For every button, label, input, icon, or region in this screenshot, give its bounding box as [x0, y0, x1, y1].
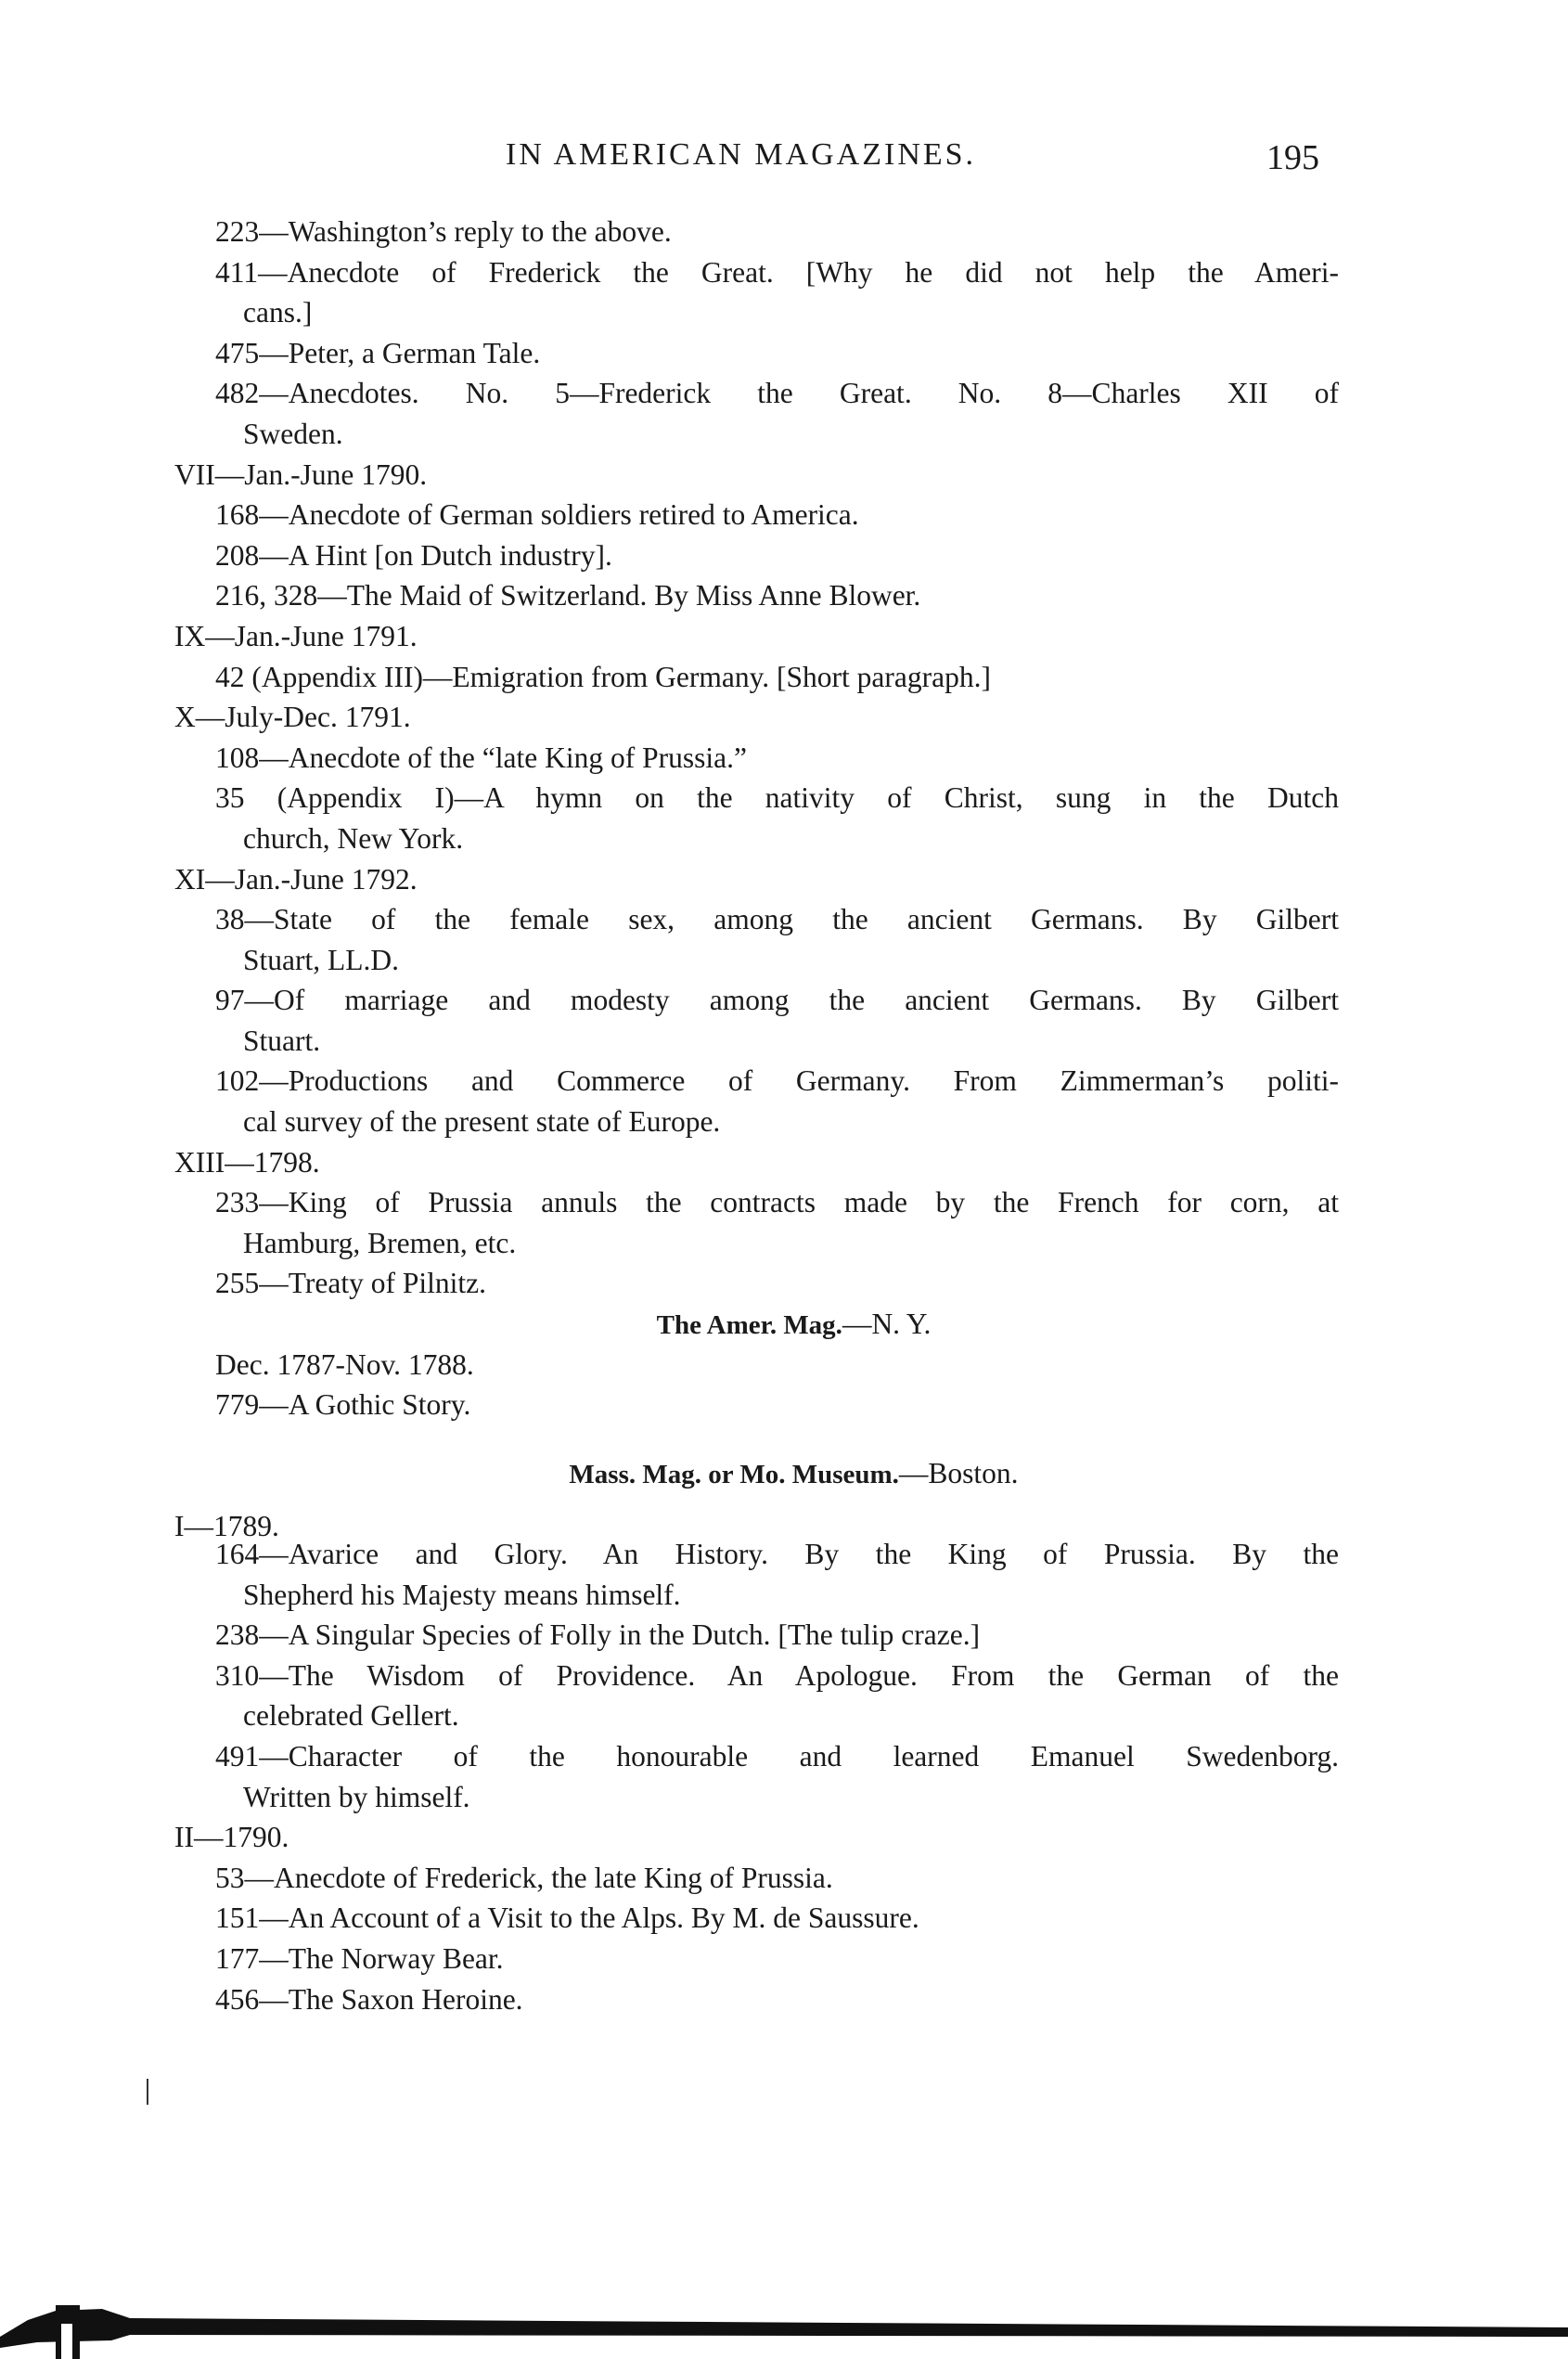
- index-entry: 97—Of marriage and modesty among the ancient Germans. By Gilbert: [215, 984, 1339, 1017]
- entry-continuation: Stuart, LL.D.: [243, 943, 399, 976]
- entry-continuation: cal survey of the present state of Europe.: [243, 1105, 721, 1139]
- volume-heading: XI—Jan.-June 1792.: [174, 862, 418, 896]
- index-entry: 42 (Appendix III)—Emigration from Germany. [Short paragraph.]: [215, 660, 991, 693]
- index-entry: 177—The Norway Bear.: [215, 1941, 504, 1975]
- index-entry: 168—Anecdote of German soldiers retired to America.: [215, 498, 859, 532]
- index-entry: 491—Character of the honourable and learned Emanuel Swedenborg.: [215, 1739, 1339, 1772]
- index-entry: 310—The Wisdom of Providence. An Apologue. From the German of the: [215, 1658, 1339, 1692]
- index-entry: 53—Anecdote of Frederick, the late King of Prussia.: [215, 1861, 833, 1894]
- margin-mark: [147, 2079, 148, 2105]
- magazine-heading: [174, 1304, 1339, 1345]
- index-entry: Dec. 1787-Nov. 1788.: [215, 1347, 474, 1381]
- index-entry: 151—An Account of a Visit to the Alps. By M. de Saussure.: [215, 1901, 919, 1935]
- volume-heading: I—1789.: [174, 1510, 279, 1543]
- index-entry: 164—Avarice and Glory. An History. By the King of Prussia. By the: [215, 1538, 1339, 1570]
- magazine-place: —Boston.: [898, 1456, 1019, 1489]
- running-head: [0, 137, 1568, 184]
- index-entry: 233—King of Prussia annuls the contracts made by the French for corn, at: [215, 1186, 1339, 1219]
- index-list: [174, 212, 1339, 2019]
- volume-heading: IX—Jan.-June 1791.: [174, 619, 418, 652]
- section-gap: [174, 1425, 1339, 1453]
- index-entry: 482—Anecdotes. No. 5—Frederick the Great. No. 8—Charles XII of: [215, 377, 1339, 410]
- magazine-heading: [174, 1453, 1339, 1494]
- entry-continuation: cans.]: [243, 296, 313, 329]
- entry-continuation: church, New York.: [243, 821, 464, 855]
- entry-continuation: celebrated Gellert.: [243, 1699, 459, 1733]
- index-entry: 216, 328—The Maid of Switzerland. By Miss Anne Blower.: [215, 579, 921, 612]
- entry-continuation: Sweden.: [243, 417, 343, 450]
- entry-continuation: Written by himself.: [243, 1780, 470, 1813]
- entry-continuation: Hamburg, Bremen, etc.: [243, 1226, 517, 1259]
- volume-heading: VII—Jan.-June 1790.: [174, 458, 428, 491]
- page-number: 195: [1266, 138, 1319, 177]
- index-entry: 475—Peter, a German Tale.: [215, 336, 541, 369]
- volume-heading: XIII—1798.: [174, 1145, 320, 1179]
- index-entry: 108—Anecdote of the “late King of Prussia.”: [215, 741, 747, 774]
- index-entry: 208—A Hint [on Dutch industry].: [215, 538, 612, 572]
- index-entry: 38—State of the female sex, among the ancient Germans. By Gilbert: [215, 903, 1339, 936]
- magazine-title: Mass. Mag. or Mo. Museum.: [569, 1459, 899, 1489]
- bottom-edge-rule: [0, 2300, 1568, 2359]
- volume-heading: II—1790.: [174, 1821, 289, 1854]
- running-title: IN AMERICAN MAGAZINES.: [506, 137, 977, 172]
- magazine-place: —N. Y.: [842, 1308, 932, 1341]
- index-entry: 223—Washington’s reply to the above.: [215, 215, 672, 248]
- index-entry: 411—Anecdote of Frederick the Great. [Why he did not help the Ameri-: [215, 255, 1339, 289]
- index-entry: 456—The Saxon Heroine.: [215, 1982, 523, 2016]
- entry-continuation: Stuart.: [243, 1024, 321, 1057]
- index-entry: 255—Treaty of Pilnitz.: [215, 1267, 486, 1300]
- magazine-title: The Amer. Mag.: [656, 1310, 842, 1341]
- index-entry: 779—A Gothic Story.: [215, 1388, 471, 1422]
- index-entry: 35 (Appendix I)—A hymn on the nativity of Christ, sung in the Dutch: [215, 781, 1339, 815]
- entry-continuation: Shepherd his Majesty means himself.: [243, 1578, 681, 1611]
- index-entry: 238—A Singular Species of Folly in the Dutch. [The tulip craze.]: [215, 1618, 981, 1652]
- volume-heading: X—July-Dec. 1791.: [174, 701, 411, 734]
- index-entry: 102—Productions and Commerce of Germany. From Zimmerman’s politi-: [215, 1064, 1339, 1098]
